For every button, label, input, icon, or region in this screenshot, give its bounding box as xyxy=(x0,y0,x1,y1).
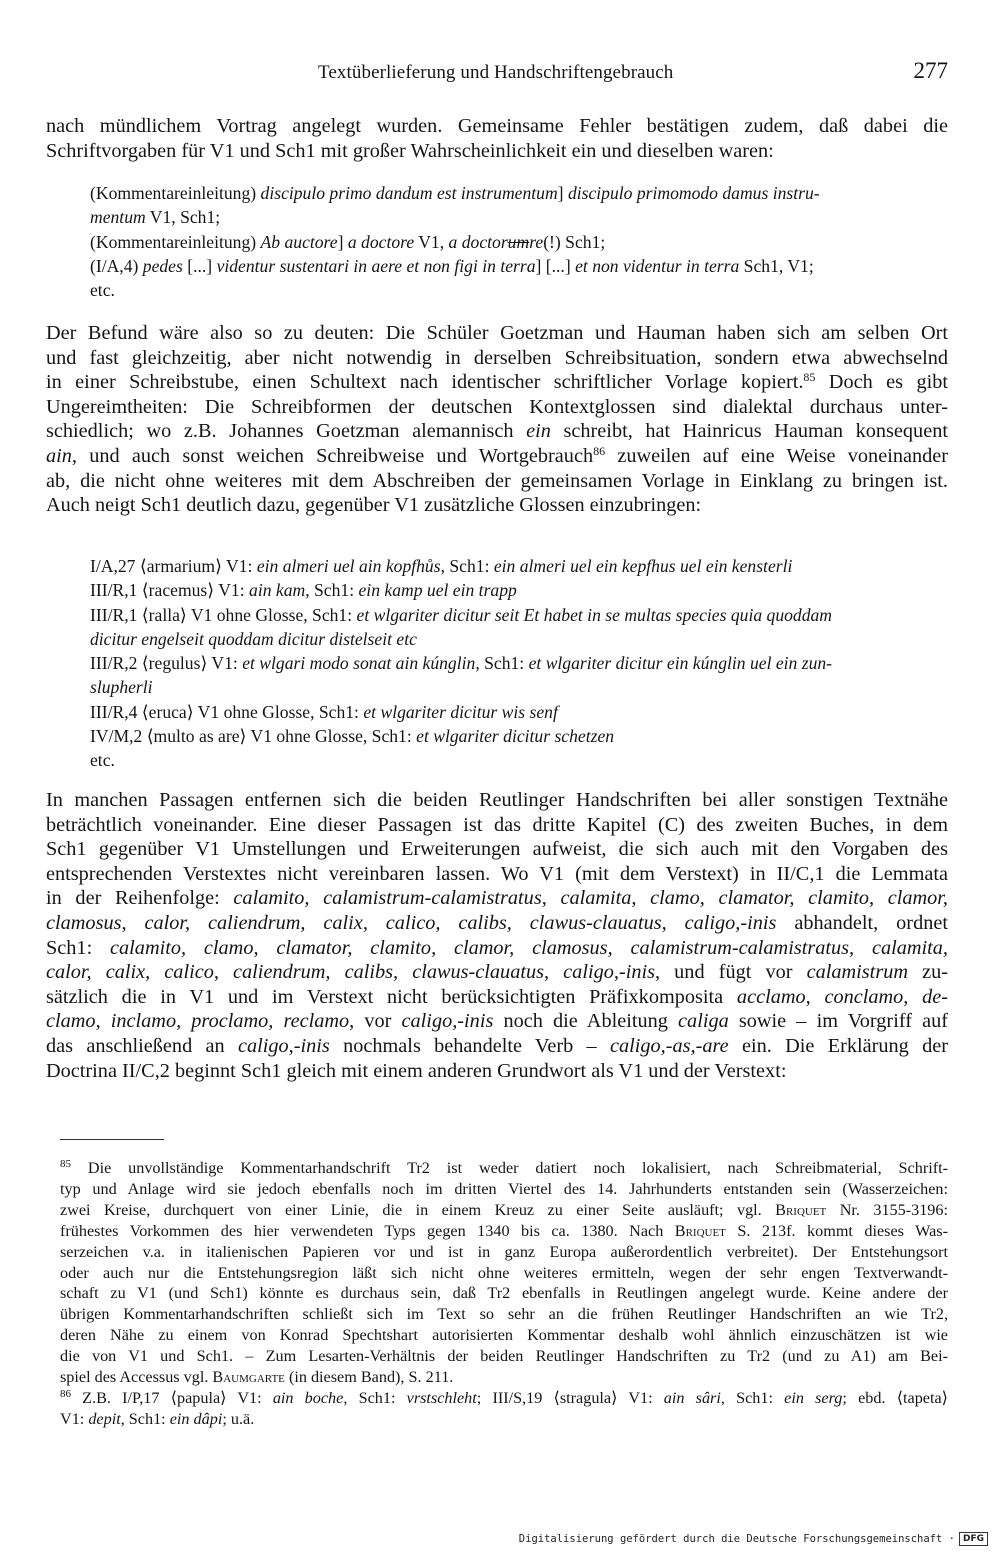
text-line: In manchen Passagen entfernen sich die beiden Reutlinger Handschriften bei aller sonstigen Textnähe xyxy=(46,789,948,811)
text-line: Auch neigt Sch1 deutlich dazu, gegenüber V1 zusätzliche Glossen einzubringen: xyxy=(46,494,702,517)
quote-block-2 xyxy=(90,554,948,773)
gloss-line: slupherli xyxy=(90,677,153,698)
footnote-line: typ und Anlage wird sie jedoch ebenfalls noch im dritten Viertel des 14. Jahrhunderts entstanden sein (Wasserzeichen: xyxy=(60,1179,948,1198)
funding-credit-text: Digitalisierung gefördert durch die Deutsche Forschungsgemeinschaft · xyxy=(518,1533,955,1545)
footnote-85: $^{85}$ Die unvollständige Kommentarhandschrift Tr2 ist weder datiert noch lokalisiert, nach Schreibmaterial, Schrift- xyxy=(60,1158,948,1177)
quote-line: (Kommentareinleitung) Ab auctore] a doctore V1, a doctorumre(!) Sch1; xyxy=(90,231,606,252)
text-line: sätzlich die in V1 und im Verstext nicht berücksichtigten Präfixkomposita acclamo, conclamo, de- xyxy=(46,985,948,1008)
page-header xyxy=(46,60,948,88)
gloss-line: III/R,4 ⟨eruca⟩ V1 ohne Glosse, Sch1: et wlgariter dicitur wis senf xyxy=(90,701,558,722)
footnote-separator xyxy=(60,1139,164,1140)
footnote-line: deren Nähe zu einem von Konrad Spechtshart autorisierten Kommentar deshalb wohl ähnlich einzuschätzen ist wie xyxy=(60,1326,948,1345)
text-line: schiedlich; wo z.B. Johannes Goetzman alemannisch ein schreibt, hat Hainricus Hauman konsequent xyxy=(46,420,948,443)
footnote-line: die von V1 und Sch1. – Zum Lesarten-Verhältnis der beiden Reutlinger Handschriften zu Tr2 (und zu A1) am Bei- xyxy=(60,1347,948,1366)
quote-line: (I/A,4) pedes [...] videntur sustentari in aere et non figi in terra] [...] et non videntur in terra Sch1, V1; xyxy=(90,255,814,276)
text-line: Doctrina II/C,2 beginnt Sch1 gleich mit einem anderen Grundwort als V1 und der Verstext: xyxy=(46,1059,787,1082)
running-title: Textüberlieferung und Handschriftengebrauch xyxy=(318,62,674,83)
footnote-line: serzeichen v.a. in italienischen Papieren vor und ist in ganz Europa außerordentlich verbreitet). Der Entstehungsort xyxy=(60,1242,948,1261)
text-line: Schriftvorgaben für V1 und Sch1 mit großer Wahrscheinlichkeit ein und dieselben waren: xyxy=(46,139,774,162)
quote-line: mentum V1, Sch1; xyxy=(90,207,221,228)
gloss-line: I/A,27 ⟨armarium⟩ V1: ein almeri uel ain kopfhůs, Sch1: ein almeri uel ein kepfhus uel ein kensterli xyxy=(90,556,793,576)
gloss-line: III/R,1 ⟨racemus⟩ V1: ain kam, Sch1: ein kamp uel ein trapp xyxy=(90,580,517,601)
gloss-line: etc. xyxy=(90,750,115,771)
quote-line: etc. xyxy=(90,280,115,301)
text-line: clamo, inclamo, proclamo, reclamo, vor caligo,-inis noch die Ableitung caliga sowie – im Vorgriff auf xyxy=(46,1010,948,1033)
text-line: clamosus, calor, caliendrum, calix, calico, calibs, clawus-clauatus, caligo,-inis abhandelt, ordnet xyxy=(46,911,948,934)
footnote-line: spiel des Accessus vgl. Baumgarte (in diesem Band), S. 211. xyxy=(60,1368,454,1387)
gloss-line: dicitur engelseit quoddam dicitur distelseit etc xyxy=(90,628,417,649)
footnote-line: V1: depit, Sch1: ein dâpi; u.ä. xyxy=(60,1409,255,1428)
text-line: und fast gleichzeitig, aber nicht notwendig in derselben Schreibsituation, sondern etwa abwechselnd xyxy=(46,346,948,369)
gloss-line: IV/M,2 ⟨multo as are⟩ V1 ohne Glosse, Sch1: et wlgariter dicitur schetzen xyxy=(90,726,615,747)
text-line: entsprechenden Verstextes nicht vereinbaren lassen. Wo V1 (mit dem Verstext) in II/C,1 die Lemmata xyxy=(46,862,948,885)
text-line: calor, calix, calico, caliendrum, calibs, clawus-clauatus, caligo,-inis, und fügt vor calamistrum zu- xyxy=(46,961,948,984)
quote-block-1 xyxy=(90,181,948,302)
text-line: Sch1: calamito, clamo, clamator, clamito, clamor, clamosus, calamistrum-calamistratus, calamita, xyxy=(46,936,948,959)
footnotes xyxy=(60,1158,948,1430)
quote-line: (Kommentareinleitung) discipulo primo dandum est instrumentum] discipulo primomodo damus instru- xyxy=(90,183,820,203)
funding-credit xyxy=(519,1532,988,1546)
text-line: beträchtlich voneinander. Eine dieser Passagen ist das dritte Kapitel (C) des zweiten Buches, in dem xyxy=(46,813,948,836)
paragraph-3 xyxy=(46,788,948,1083)
text-line: Ungereimtheiten: Die Schreibformen der deutschen Kontextglossen sind dialektal durchaus unter- xyxy=(46,395,948,418)
footnote-ref-85[interactable]: 85 xyxy=(803,370,816,385)
text-line: nach mündlichem Vortrag angelegt wurden. Gemeinsame Fehler bestätigen zudem, daß dabei die xyxy=(46,115,948,137)
paragraph-2 xyxy=(46,321,948,518)
footnote-line: frühestes Vorkommen des hier verwendeten Typs gegen 1340 bis ca. 1380. Nach Briquet S. 213f. kommt dieses Was- xyxy=(60,1221,948,1240)
footnote-line: oder auch nur die Entstehungsregion läßt sich nicht ohne weiteres ermitteln, wegen der sehr engen Textverwandt- xyxy=(60,1263,948,1282)
footnote-ref-86[interactable]: 86 xyxy=(593,443,606,458)
dfg-logo: DFG xyxy=(959,1532,988,1546)
text-line: das anschließend an caligo,-inis nochmals behandelte Verb – caligo,-as,-are ein. Die Erklärung der xyxy=(46,1034,948,1057)
text-line: Der Befund wäre also so zu deuten: Die Schüler Goetzman und Hauman haben sich am selben Ort xyxy=(46,322,948,344)
footnote-86: $^{86}$ Z.B. I/P,17 ⟨papula⟩ V1: ain boche, Sch1: vrstschleht; III/S,19 ⟨stragula⟩ V1: ain sâri, Sch1: ein serg; ebd. ⟨tapeta⟩ xyxy=(60,1387,948,1407)
text-line: Sch1 gegenüber V1 Umstellungen und Erweiterungen aufweist, die sich auch mit den Vorgaben des xyxy=(46,838,948,861)
paragraph-1 xyxy=(46,114,948,163)
footnote-line: übrigen Kommentarhandschriften schließt sich im Text so sehr an die frühen Reutlinger Handschriften an wie Tr2, xyxy=(60,1305,948,1324)
text-line: in einer Schreibstube, einen Schultext nach identischer schriftlicher Vorlage kopiert.$^{85}$ Doch es gibt xyxy=(46,370,948,394)
footnote-line: zwei Kreise, durchquert von einer Linie, die in einem Kreuz zu einer Seite ausläuft; vgl. Briquet Nr. 3155-3196: xyxy=(60,1200,948,1219)
gloss-line: III/R,2 ⟨regulus⟩ V1: et wlgari modo sonat ain kúnglin, Sch1: et wlgariter dicitur ein kúnglin uel ein zun- xyxy=(90,653,833,674)
text-line: in der Reihenfolge: calamito, calamistrum-calamistratus, calamita, clamo, clamator, clamito, clamor, xyxy=(46,887,949,910)
text-line: ab, die nicht ohne weiteres mit dem Abschreiben der gemeinsamen Vorlage in Einklang zu bringen ist. xyxy=(46,469,948,492)
gloss-line: III/R,1 ⟨ralla⟩ V1 ohne Glosse, Sch1: et wlgariter dicitur seit Et habet in se multas species quia quoddam xyxy=(90,604,833,625)
footnote-line: schaft zu V1 (und Sch1) könnte es durchaus sein, daß Tr2 ebenfalls in Reutlingen angelegt wurde. Keine andere der xyxy=(60,1284,948,1303)
page-number: 277 xyxy=(913,58,948,83)
text-line: ain, und auch sonst weichen Schreibweise und Wortgebrauch$^{86}$ zuweilen auf eine Weise voneinander xyxy=(46,443,949,467)
